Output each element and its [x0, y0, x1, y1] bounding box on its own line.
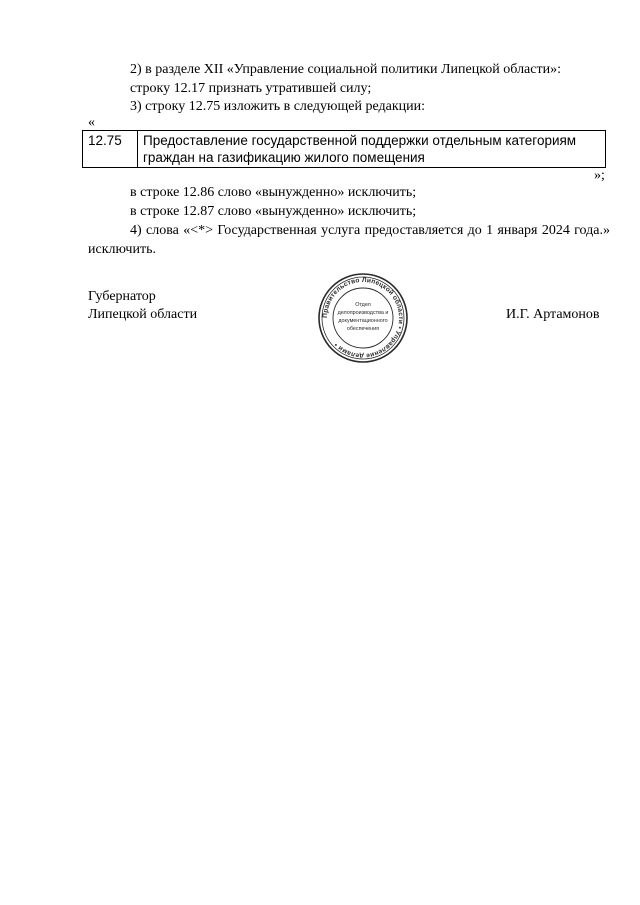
signatory-title-line1: Губернатор — [88, 289, 156, 304]
seal-center-line4: обеспечения — [346, 326, 380, 332]
line-12-86: в строке 12.86 слово «вынужденно» исключить; — [130, 185, 417, 200]
line-12-17: строку 12.17 признать утратившей силу; — [130, 81, 372, 96]
table-row — [83, 131, 606, 168]
seal-center-line3: документационного — [338, 318, 388, 324]
open-quote: « — [88, 115, 95, 130]
line-12-87: в строке 12.87 слово «вынужденно» исключить; — [130, 204, 417, 219]
item-4-paragraph: 4) слова «<*> Государственная услуга предоставляется до 1 января 2024 года.» исключить. — [88, 223, 610, 257]
close-quote: »; — [594, 168, 605, 183]
signatory-title-line2: Липецкой области — [88, 307, 198, 322]
row-number-cell: 12.75 — [83, 131, 138, 168]
item-2-heading: 2) в разделе XII «Управление социальной политики Липецкой области»: — [130, 62, 561, 77]
seal-ring-text: Правительство Липецкой области • Управление делами • — [321, 276, 405, 360]
signatory-name: И.Г. Артамонов — [506, 307, 600, 322]
seal-center-line1: Отдел — [355, 302, 371, 308]
item-3-heading: 3) строку 12.75 изложить в следующей редакции: — [130, 99, 426, 114]
seal-center-line2: делопроизводства и — [337, 310, 389, 316]
replacement-table — [82, 130, 606, 168]
official-seal-stamp — [317, 272, 409, 364]
row-text-cell: Предоставление государственной поддержки отдельным категориям граждан на газификацию жилого помещения — [138, 131, 606, 168]
